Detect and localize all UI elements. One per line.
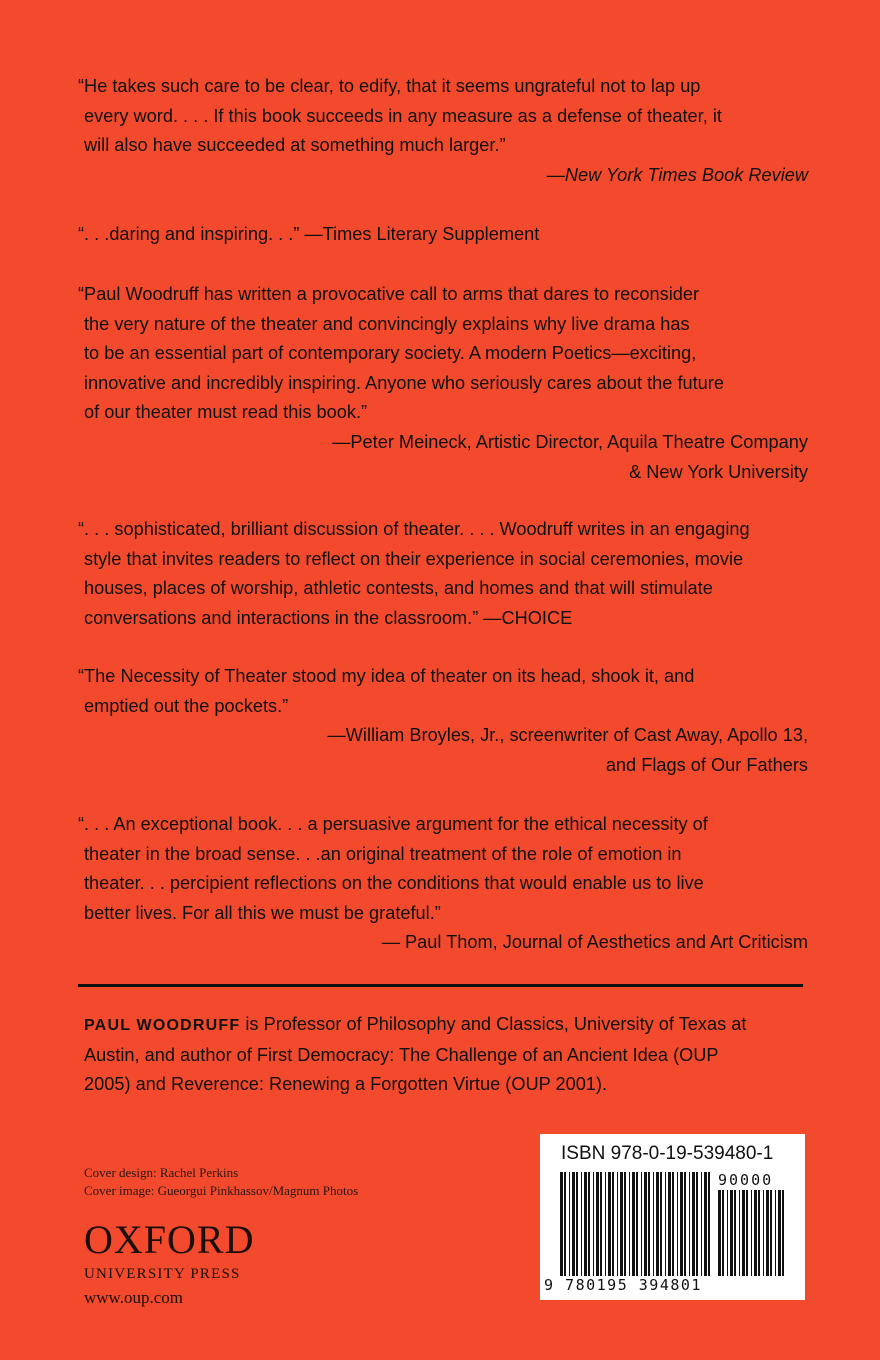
barcode-bar (758, 1190, 760, 1276)
publisher-subname: UNIVERSITY PRESS (84, 1266, 241, 1282)
divider-rule (78, 984, 803, 987)
quote-attribution: & New York University (629, 461, 808, 482)
barcode-bar (677, 1172, 678, 1276)
barcode-bar (722, 1190, 724, 1276)
barcode-bar (727, 1190, 728, 1276)
barcode-bar (708, 1172, 710, 1276)
quote-line: emptied out the pockets.” (84, 695, 289, 716)
publisher-name: OXFORD (84, 1217, 255, 1262)
review-quote-tls (78, 220, 808, 250)
quote-attribution: and Flags of Our Fathers (605, 754, 808, 775)
quote-line: “. . . An exceptional book. . . a persuasive argument for the ethical necessity of (78, 814, 708, 834)
quote-line: to be an essential part of contemporary society. A modern Poetics—exciting, (84, 343, 697, 364)
barcode-bar (754, 1190, 757, 1276)
barcode-bar (576, 1172, 578, 1276)
barcode-bar (653, 1172, 654, 1276)
barcode-bar (632, 1172, 635, 1276)
barcode-bar (730, 1190, 733, 1276)
barcode-bar (660, 1172, 662, 1276)
barcode-bar (668, 1172, 671, 1276)
quote-line: conversations and interactions in the classroom.” —CHOICE (84, 607, 573, 628)
bio-line: Austin, and author of First Democracy: The Challenge of an Ancient Idea (OUP (84, 1044, 719, 1065)
publisher-logo (84, 1218, 254, 1310)
quote-line: “The Necessity of Theater stood my idea of theater on its head, shook it, and (78, 666, 695, 686)
quote-attribution: —Peter Meineck, Artistic Director, Aquila Theatre Company (332, 431, 808, 452)
barcode-bar (612, 1172, 614, 1276)
barcode-bar (569, 1172, 570, 1276)
barcode-bar (588, 1172, 590, 1276)
quote-line: will also have succeeded at something much larger.” (84, 135, 506, 156)
cover-image-credit: Cover image: Gueorgui Pinkhassov/Magnum Photos (84, 1183, 359, 1198)
quote-attribution: — Paul Thom, Journal of Aesthetics and Art Criticism (381, 932, 808, 953)
barcode-bar (766, 1190, 769, 1276)
quote-line: every word. . . . If this book succeeds in any measure as a defense of theater, it (84, 105, 722, 126)
barcode-bar (684, 1172, 686, 1276)
barcode-bar (696, 1172, 698, 1276)
barcode-bar (636, 1172, 638, 1276)
price-code: 90000 (718, 1171, 774, 1189)
barcode-bar (680, 1172, 683, 1276)
barcode-bar (629, 1172, 630, 1276)
review-quote-meineck (78, 280, 808, 487)
barcode-digits: 9 780195 394801 (544, 1276, 702, 1294)
barcode-bar (782, 1190, 784, 1276)
barcode-bar (770, 1190, 772, 1276)
barcode-bar (701, 1172, 702, 1276)
barcode-bar (739, 1190, 740, 1276)
quote-line: the very nature of the theater and convincingly explains why live drama has (84, 313, 690, 334)
quote-line: “Paul Woodruff has written a provocative call to arms that dares to reconsider (78, 284, 700, 304)
quote-line: style that invites readers to reflect on their experience in social ceremonies, movie (84, 548, 744, 569)
barcode-addon-icon (718, 1190, 788, 1276)
barcode-bar (617, 1172, 618, 1276)
barcode-bar (742, 1190, 745, 1276)
author-name: PAUL WOODRUFF (84, 1017, 241, 1034)
barcode-bar (581, 1172, 582, 1276)
quote-line: theater. . . percipient reflections on the conditions that would enable us to live (84, 873, 704, 894)
barcode-panel (540, 1134, 805, 1300)
bio-line: is Professor of Philosophy and Classics, University of Texas at (240, 1014, 747, 1034)
barcode-bar (704, 1172, 707, 1276)
barcode-bar (620, 1172, 623, 1276)
quote-line: theater in the broad sense. . .an original treatment of the role of emotion in (84, 843, 682, 864)
bio-line: 2005) and Reverence: Renewing a Forgotten Virtue (OUP 2001). (84, 1074, 608, 1095)
quote-line: of our theater must read this book.” (84, 402, 368, 423)
publisher-url: www.oup.com (84, 1288, 183, 1307)
barcode-bar (718, 1190, 721, 1276)
author-bio (84, 1010, 824, 1100)
quote-line: “. . . sophisticated, brilliant discussion of theater. . . . Woodruff writes in an engaging (78, 519, 750, 539)
barcode-bar (605, 1172, 606, 1276)
barcode-bar (608, 1172, 611, 1276)
barcode-bar (572, 1172, 575, 1276)
barcode-bar (656, 1172, 659, 1276)
barcode-bar (600, 1172, 602, 1276)
barcode-bar (584, 1172, 587, 1276)
isbn-text: ISBN 978-0-19-539480-1 (561, 1143, 774, 1164)
barcode-bar (596, 1172, 599, 1276)
barcode-bar (692, 1172, 695, 1276)
barcode-bar (734, 1190, 736, 1276)
barcode-bar (763, 1190, 764, 1276)
review-quote-thom (78, 810, 808, 958)
barcode-icon (560, 1172, 712, 1276)
barcode-bar (778, 1190, 781, 1276)
barcode-bar (746, 1190, 748, 1276)
cover-credits (84, 1164, 358, 1200)
barcode-bar (593, 1172, 594, 1276)
quote-attribution: —New York Times Book Review (546, 164, 808, 185)
barcode-bar (665, 1172, 666, 1276)
review-quote-nytbr (78, 72, 808, 190)
barcode-bar (641, 1172, 642, 1276)
barcode-bar (672, 1172, 674, 1276)
quote-line: better lives. For all this we must be grateful.” (84, 902, 441, 923)
quote-attribution: —William Broyles, Jr., screenwriter of Cast Away, Apollo 13, (327, 725, 808, 746)
quote-line: houses, places of worship, athletic contests, and homes and that will stimulate (84, 578, 713, 599)
review-quote-broyles (78, 662, 808, 780)
cover-design-credit: Cover design: Rachel Perkins (84, 1165, 239, 1180)
barcode-bar (648, 1172, 650, 1276)
barcode-bar (689, 1172, 690, 1276)
barcode-bar (560, 1172, 563, 1276)
barcode-bar (751, 1190, 752, 1276)
barcode-bar (644, 1172, 647, 1276)
quote-line: “. . .daring and inspiring. . .” —Times Literary Supplement (78, 224, 540, 244)
quote-line: innovative and incredibly inspiring. Anyone who seriously cares about the future (84, 372, 724, 393)
barcode-bar (624, 1172, 626, 1276)
barcode-bar (564, 1172, 566, 1276)
review-quote-choice (78, 515, 808, 633)
quote-line: “He takes such care to be clear, to edify, that it seems ungrateful not to lap up (78, 76, 701, 96)
barcode-bar (775, 1190, 776, 1276)
